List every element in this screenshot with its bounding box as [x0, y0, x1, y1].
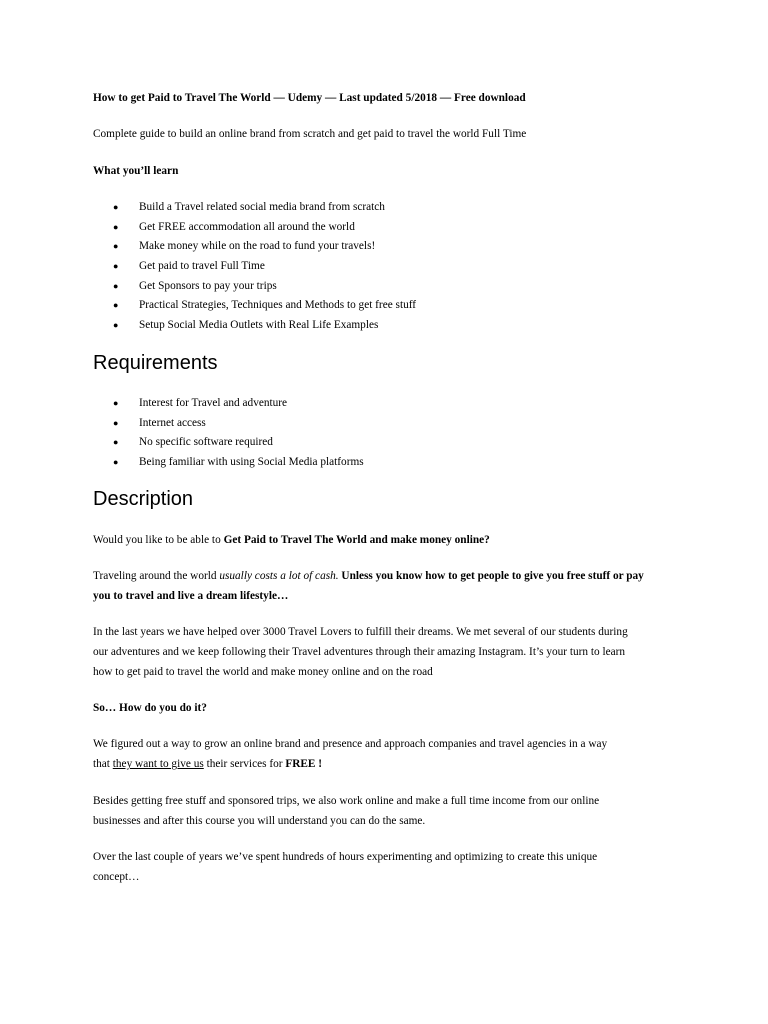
bullet-icon: ● — [113, 241, 119, 252]
bullet-icon: ● — [113, 457, 119, 468]
bullet-icon: ● — [113, 398, 119, 408]
description-heading: Description — [93, 488, 194, 510]
bullet-icon: ● — [113, 437, 119, 448]
bullet-icon: ● — [113, 320, 119, 331]
document-title: How to get Paid to Travel The World — Udemy — Last updated 5/2018 — Free download — [93, 92, 526, 104]
description-paragraph: our adventures and we keep following their Travel adventures through their amazing Instagram. It’s your turn to learn — [93, 646, 626, 658]
document-page: How to get Paid to Travel The World — Udemy — Last updated 5/2018 — Free download Complete guide to build an online brand from scratch and get paid to travel the world Full Time What you’ll learn ● Build a Travel related social media brand from scratch ● Get FREE accommodation all around the world ● Make money while on the road to fund your travels! ● Get paid to travel Full Time ● Get Sponsors to pay your trips ● Practical Strategies, Techniques and Methods to get free stuff ● Setup Social Media Outlets with Real Life Examples Requirements ● Interest for Travel and adventure ● Internet access ● No specific software required ● Being familiar with using Social Media platforms Description Would you like to be able to Get Paid to Travel The World and make money online? Traveling around the world usually costs a lot of cash. Unless you know how to get people to give you free stuff or pay you to travel and live a dream lifestyle… In the last years we have helped over 3000 Travel Lovers to fulfill their dreams. We met several of our students during our adventures and we keep following their Travel adventures through their amazing Instagram. It’s your turn to learn how to get paid to travel the world and make money online and on the road So… How do you do it? We figured out a way to grow an online brand and presence and approach companies and travel agencies in a way that they want to give us their services for FREE ! Besides getting free stuff and sponsored trips, we also work online and make a full time income from our online businesses and after this course you will understand you can do the same. Over the last couple of years we’ve spent hundreds of hours experimenting and optimizing to create this unique concept… — [0, 0, 768, 1024]
requirements-heading: Requirements — [93, 352, 218, 374]
bullet-icon: ● — [113, 261, 119, 272]
bullet-icon: ● — [113, 221, 119, 232]
description-paragraph: businesses and after this course you will understand you can do the same. — [93, 815, 426, 827]
description-paragraph: that they want to give us their services for FREE ! — [93, 758, 323, 770]
bullet-icon: ● — [113, 202, 119, 212]
learn-heading: What you’ll learn — [93, 165, 179, 177]
description-paragraph: Would you like to be able to Get Paid to Travel The World and make money online? — [93, 534, 490, 546]
description-paragraph: Besides getting free stuff and sponsored trips, we also work online and make a full time income from our online — [93, 795, 600, 807]
course-subtitle: Complete guide to build an online brand from scratch and get paid to travel the world Full Time — [93, 128, 527, 140]
description-paragraph: Traveling around the world usually costs a lot of cash. Unless you know how to get people to give you free stuff or pay — [93, 570, 644, 582]
bullet-icon: ● — [113, 300, 119, 311]
bullet-icon: ● — [113, 280, 119, 291]
description-paragraph: So… How do you do it? — [93, 702, 207, 714]
description-paragraph: you to travel and live a dream lifestyle… — [93, 590, 289, 602]
description-paragraph: how to get paid to travel the world and make money online and on the road — [93, 666, 433, 678]
description-paragraph: We figured out a way to grow an online brand and presence and approach companies and travel agencies in a way — [93, 738, 608, 750]
description-paragraph: In the last years we have helped over 3000 Travel Lovers to fulfill their dreams. We met several of our students during — [93, 626, 628, 638]
description-paragraph: concept… — [93, 871, 140, 883]
description-paragraph: Over the last couple of years we’ve spent hundreds of hours experimenting and optimizing to create this unique — [93, 851, 598, 863]
bullet-icon: ● — [113, 417, 119, 428]
